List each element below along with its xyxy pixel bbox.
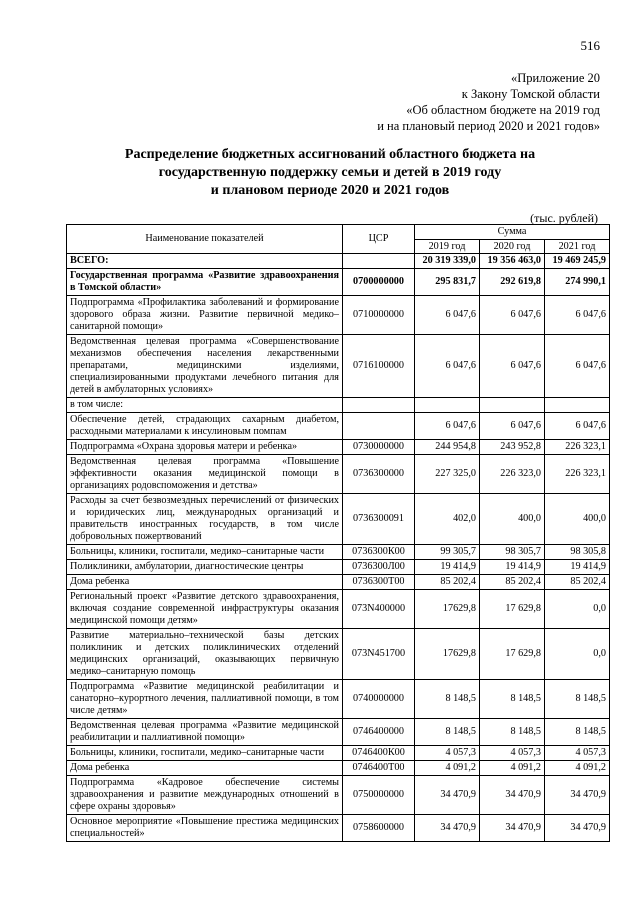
- row-name-cell: ВСЕГО:: [67, 254, 343, 269]
- row-2021-cell: 274 990,1: [545, 269, 610, 296]
- row-2019-cell: 295 831,7: [415, 269, 480, 296]
- row-2020-cell: 17 629,8: [480, 590, 545, 629]
- row-csr-cell: 0736300Л00: [343, 560, 415, 575]
- row-name-cell: Развитие материально–технической базы детских поликлиник и детских поликлинических отделений медицинских организаций, оказывающих первичную медико–санитарную помощь: [67, 629, 343, 680]
- row-2021-cell: [545, 398, 610, 413]
- row-2019-cell: 6 047,6: [415, 413, 480, 440]
- row-2020-cell: 4 057,3: [480, 746, 545, 761]
- row-2021-cell: 8 148,5: [545, 719, 610, 746]
- row-csr-cell: 073N400000: [343, 590, 415, 629]
- title-line: и плановом периоде 2020 и 2021 годов: [210, 183, 450, 198]
- row-2020-cell: 6 047,6: [480, 335, 545, 398]
- row-2019-cell: 19 414,9: [415, 560, 480, 575]
- row-csr-cell: 0730000000: [343, 440, 415, 455]
- row-2019-cell: 17629,8: [415, 590, 480, 629]
- table-row: [67, 440, 610, 455]
- table-row: [67, 761, 610, 776]
- row-name-cell: Подпрограмма «Охрана здоровья матери и ребенка»: [67, 440, 343, 455]
- row-2020-cell: 8 148,5: [480, 719, 545, 746]
- row-2019-cell: 99 305,7: [415, 545, 480, 560]
- row-2020-cell: 243 952,8: [480, 440, 545, 455]
- row-2019-cell: 85 202,4: [415, 575, 480, 590]
- row-2021-cell: 6 047,6: [545, 296, 610, 335]
- row-csr-cell: [343, 398, 415, 413]
- row-2019-cell: [415, 398, 480, 413]
- row-2021-cell: 34 470,9: [545, 776, 610, 815]
- document-title: [60, 146, 600, 200]
- row-name-cell: Расходы за счет безвозмездных перечислений от физических и юридических лиц, международных организаций и правительств иностранных государств, в том числе добровольных пожертвований: [67, 494, 343, 545]
- row-2021-cell: 19 414,9: [545, 560, 610, 575]
- row-name-cell: Больницы, клиники, госпитали, медико–санитарные части: [67, 545, 343, 560]
- row-csr-cell: 073N451700: [343, 629, 415, 680]
- row-name-cell: Поликлиники, амбулатории, диагностические центры: [67, 560, 343, 575]
- row-name-cell: Ведомственная целевая программа «Развитие медицинской реабилитации и паллиативной помощи»: [67, 719, 343, 746]
- row-2021-cell: 85 202,4: [545, 575, 610, 590]
- row-2020-cell: 98 305,7: [480, 545, 545, 560]
- row-2020-cell: 19 356 463,0: [480, 254, 545, 269]
- budget-table: [66, 224, 610, 842]
- row-2021-cell: 400,0: [545, 494, 610, 545]
- row-csr-cell: 0736300091: [343, 494, 415, 545]
- appendix-line: и на плановый период 2020 и 2021 годов»: [377, 119, 600, 133]
- row-name-cell: Дома ребенка: [67, 761, 343, 776]
- row-2020-cell: 85 202,4: [480, 575, 545, 590]
- row-csr-cell: 0746400000: [343, 719, 415, 746]
- row-2021-cell: 0,0: [545, 590, 610, 629]
- appendix-line: к Закону Томской области: [461, 87, 600, 101]
- row-2019-cell: 244 954,8: [415, 440, 480, 455]
- row-csr-cell: [343, 254, 415, 269]
- table-row: [67, 746, 610, 761]
- row-csr-cell: 0746400К00: [343, 746, 415, 761]
- appendix-header: [377, 70, 600, 134]
- appendix-line: «Приложение 20: [511, 71, 600, 85]
- table-row: [67, 776, 610, 815]
- row-name-cell: Дома ребенка: [67, 575, 343, 590]
- row-2019-cell: 6 047,6: [415, 296, 480, 335]
- header-year: 2020 год: [480, 240, 545, 254]
- row-name-cell: Больницы, клиники, госпитали, медико–санитарные части: [67, 746, 343, 761]
- row-csr-cell: 0700000000: [343, 269, 415, 296]
- table-row: [67, 680, 610, 719]
- table-row: [67, 254, 610, 269]
- row-name-cell: Государственная программа «Развитие здравоохранения в Томской области»: [67, 269, 343, 296]
- header-year: 2021 год: [545, 240, 610, 254]
- table-row: [67, 719, 610, 746]
- row-2020-cell: 6 047,6: [480, 296, 545, 335]
- table-row: [67, 629, 610, 680]
- row-name-cell: Подпрограмма «Профилактика заболеваний и формирование здорового образа жизни. Развитие первичной медико–санитарной помощи»: [67, 296, 343, 335]
- title-line: Распределение бюджетных ассигнований областного бюджета на: [124, 147, 536, 162]
- row-csr-cell: 0716100000: [343, 335, 415, 398]
- row-2020-cell: 400,0: [480, 494, 545, 545]
- row-2021-cell: 226 323,1: [545, 440, 610, 455]
- row-csr-cell: 0736300К00: [343, 545, 415, 560]
- row-2020-cell: 292 619,8: [480, 269, 545, 296]
- row-2021-cell: 6 047,6: [545, 335, 610, 398]
- table-row: [67, 269, 610, 296]
- row-2021-cell: 98 305,8: [545, 545, 610, 560]
- row-csr-cell: [343, 413, 415, 440]
- table-row: [67, 494, 610, 545]
- row-csr-cell: 0736300Т00: [343, 575, 415, 590]
- row-2021-cell: 19 469 245,9: [545, 254, 610, 269]
- header-year: 2019 год: [415, 240, 480, 254]
- table-row: [67, 455, 610, 494]
- table-row: [67, 545, 610, 560]
- header-name: Наименование показателей: [67, 225, 343, 254]
- table-row: [67, 335, 610, 398]
- row-2021-cell: 4 057,3: [545, 746, 610, 761]
- row-2020-cell: 17 629,8: [480, 629, 545, 680]
- row-2021-cell: 226 323,1: [545, 455, 610, 494]
- row-2020-cell: 19 414,9: [480, 560, 545, 575]
- row-2019-cell: 402,0: [415, 494, 480, 545]
- row-csr-cell: 0736300000: [343, 455, 415, 494]
- table-header: [67, 225, 610, 254]
- row-2020-cell: 4 091,2: [480, 761, 545, 776]
- row-2020-cell: 34 470,9: [480, 776, 545, 815]
- appendix-line: «Об областном бюджете на 2019 год: [406, 103, 600, 117]
- table-row: [67, 815, 610, 842]
- units-label: (тыс. рублей): [530, 211, 598, 225]
- row-2019-cell: 34 470,9: [415, 776, 480, 815]
- table-row: [67, 575, 610, 590]
- row-name-cell: в том числе:: [67, 398, 343, 413]
- row-2019-cell: 17629,8: [415, 629, 480, 680]
- row-2019-cell: 34 470,9: [415, 815, 480, 842]
- row-2019-cell: 227 325,0: [415, 455, 480, 494]
- row-2021-cell: 4 091,2: [545, 761, 610, 776]
- row-name-cell: Ведомственная целевая программа «Совершенствование механизмов обеспечения населения лекарственными препаратами, медицинскими изделиями, специализированными продуктами лечебного питания для детей в амбулаторных условиях»: [67, 335, 343, 398]
- row-2019-cell: 4 057,3: [415, 746, 480, 761]
- row-name-cell: Подпрограмма «Развитие медицинской реабилитации и санаторно–курортного лечения, паллиативной помощи, в том числе детям»: [67, 680, 343, 719]
- row-name-cell: Обеспечение детей, страдающих сахарным диабетом, расходными материалами к инсулиновым помпам: [67, 413, 343, 440]
- table-row: [67, 296, 610, 335]
- row-csr-cell: 0746400Т00: [343, 761, 415, 776]
- row-csr-cell: 0750000000: [343, 776, 415, 815]
- row-csr-cell: 0758600000: [343, 815, 415, 842]
- row-name-cell: Основное мероприятие «Повышение престижа медицинских специальностей»: [67, 815, 343, 842]
- row-2021-cell: 0,0: [545, 629, 610, 680]
- row-2021-cell: 34 470,9: [545, 815, 610, 842]
- row-2020-cell: 6 047,6: [480, 413, 545, 440]
- row-name-cell: Ведомственная целевая программа «Повышение эффективности оказания медицинской помощи в организациях родовспоможения и детства»: [67, 455, 343, 494]
- row-2021-cell: 6 047,6: [545, 413, 610, 440]
- table-row: [67, 590, 610, 629]
- page-number: 516: [580, 38, 600, 53]
- table-row: [67, 560, 610, 575]
- row-2019-cell: 4 091,2: [415, 761, 480, 776]
- header-sum: Сумма: [415, 225, 610, 240]
- row-2019-cell: 6 047,6: [415, 335, 480, 398]
- row-2020-cell: [480, 398, 545, 413]
- row-name-cell: Региональный проект «Развитие детского здравоохранения, включая создание современной инфраструктуры оказания медицинской помощи детям»: [67, 590, 343, 629]
- header-csr: ЦСР: [343, 225, 415, 254]
- row-csr-cell: 0740000000: [343, 680, 415, 719]
- row-2020-cell: 8 148,5: [480, 680, 545, 719]
- row-name-cell: Подпрограмма «Кадровое обеспечение системы здравоохранения и развитие международных отношений в сфере охраны здоровья»: [67, 776, 343, 815]
- row-2020-cell: 34 470,9: [480, 815, 545, 842]
- title-line: государственную поддержку семьи и детей в 2019 году: [158, 165, 502, 180]
- table-row: [67, 413, 610, 440]
- row-2021-cell: 8 148,5: [545, 680, 610, 719]
- table-row: [67, 398, 610, 413]
- row-2019-cell: 8 148,5: [415, 719, 480, 746]
- table-body: [67, 254, 610, 842]
- row-2020-cell: 226 323,0: [480, 455, 545, 494]
- row-2019-cell: 20 319 339,0: [415, 254, 480, 269]
- row-csr-cell: 0710000000: [343, 296, 415, 335]
- row-2019-cell: 8 148,5: [415, 680, 480, 719]
